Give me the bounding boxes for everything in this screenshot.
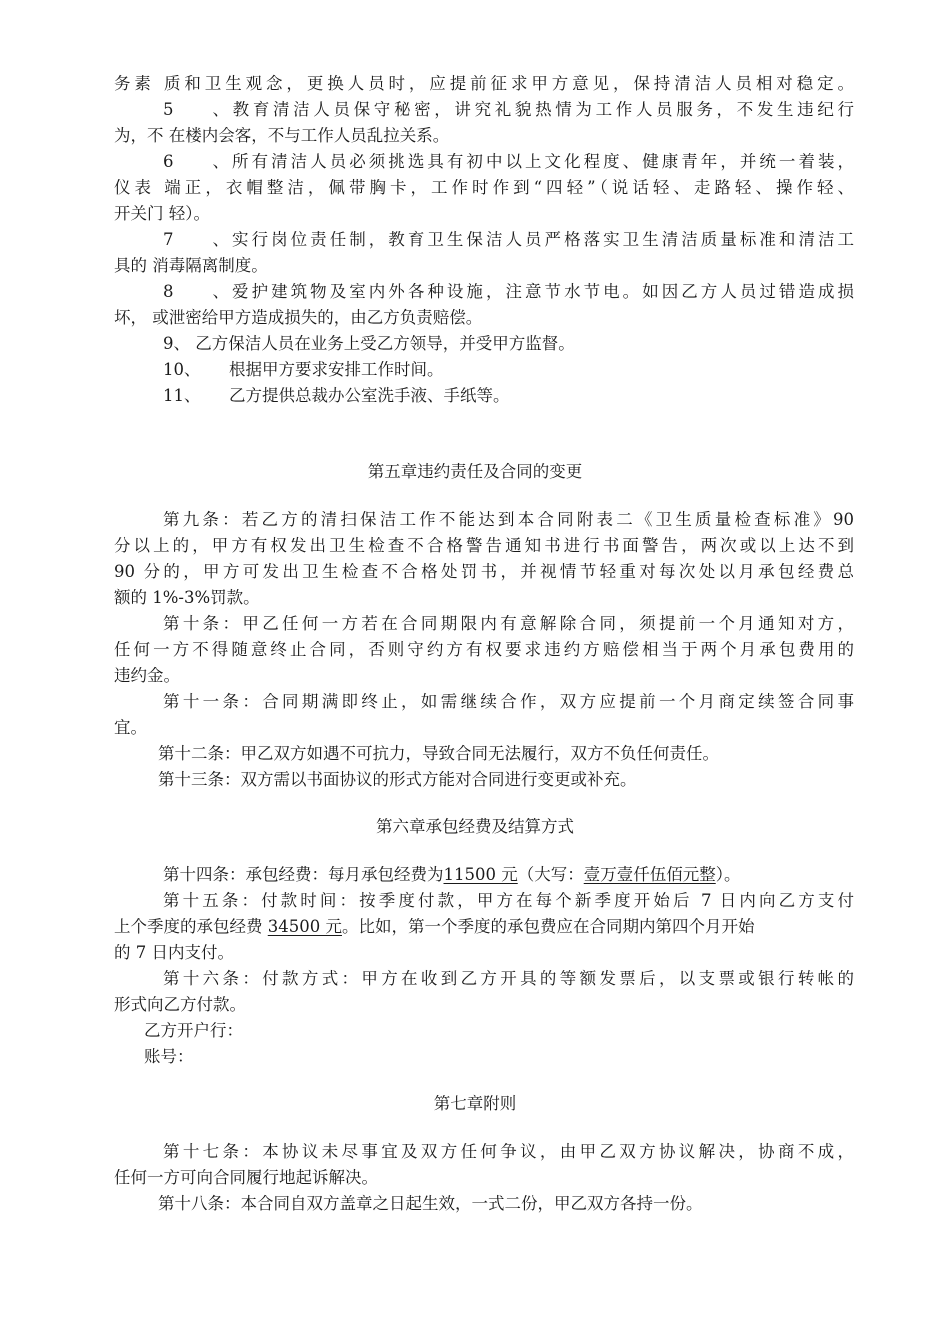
list-item-11: [163, 383, 854, 409]
article-18: 第十八条：本合同自双方盖章之日起生效，一式二份，甲乙双方各持一份。: [158, 1194, 703, 1213]
article-11: 第十一条：合同期满即终止，如需继续合作，双方应提前一个月商定续签合同事: [163, 692, 854, 711]
item-text: 教育清洁人员保守秘密，讲究礼貌热情为工作人员服务，不发生违纪行: [229, 100, 854, 119]
item-number: 7、: [163, 230, 229, 249]
item-text: 所有清洁人员必须挑选具有初中以上文化程度、健康青年，并统一着装，: [229, 152, 854, 171]
article-15: 第十五条：付款时间：按季度付款，甲方在每个新季度开始后 7 日内向乙方支付: [163, 891, 854, 910]
chapter-6-heading: 第六章承包经费及结算方式: [376, 817, 574, 836]
chapter-5-heading: 第五章违约责任及合同的变更: [367, 462, 583, 481]
paragraph-line: 额的 1%-3%罚款。: [114, 588, 260, 607]
list-item-10: [163, 357, 854, 383]
list-item-7: [163, 227, 854, 253]
article-13: 第十三条：双方需以书面协议的形式方能对合同进行变更或补充。: [158, 770, 637, 789]
item-number: 10、: [163, 360, 201, 379]
list-item-8: [163, 279, 854, 305]
article-12: 第十二条：甲乙双方如遇不可抗力，导致合同无法履行，双方不负任何责任。: [158, 744, 719, 763]
article-text: （大写：: [517, 865, 584, 884]
item-text: 根据甲方要求安排工作时间。: [229, 360, 444, 379]
paragraph-line: 分以上的，甲方有权发出卫生检查不合格警告通知书进行书面警告，两次或以上达不到: [114, 536, 854, 555]
quarterly-fee-amount: 34500 元: [267, 917, 342, 936]
article-9: 第九条：若乙方的清扫保洁工作不能达到本合同附表二《卫生质量检查标准》90: [163, 510, 854, 529]
article-text: 。比如，第一个季度的承包费应在合同期内第四个月开始: [341, 917, 755, 936]
article-text: 第十四条：承包经费：每月承包经费为: [163, 865, 444, 884]
list-item-5: [163, 97, 854, 123]
article-16: 第十六条：付款方式：甲方在收到乙方开具的等额发票后，以支票或银行转帐的: [163, 969, 854, 988]
item-number: 8、: [163, 282, 229, 301]
article-10: 第十条：甲乙任何一方若在合同期限内有意解除合同，须提前一个月通知对方，: [163, 614, 854, 633]
paragraph-line: 为，不 在楼内会客，不与工作人员乱拉关系。: [114, 126, 450, 145]
item-text: 爱护建筑物及室内外各种设施，注意节水节电。如因乙方人员过错造成损: [229, 282, 854, 301]
paragraph-line: 形式向乙方付款。: [114, 995, 246, 1014]
paragraph-line: [114, 914, 854, 940]
paragraph-line: 具的 消毒隔离制度。: [114, 256, 268, 275]
fee-in-words: 壹万壹仟伍佰元整: [583, 865, 716, 884]
item-number: 11、: [163, 386, 201, 405]
paragraph-line: 宜。: [114, 718, 147, 737]
article-text: 上个季度的承包经费: [114, 917, 268, 936]
chapter-7-heading: 第七章附则: [433, 1094, 517, 1113]
article-text: ）。: [715, 865, 741, 884]
article-14: [163, 862, 854, 888]
bank-label: 乙方开户行：: [144, 1021, 243, 1040]
list-item-9: 9、 乙方保洁人员在业务上受乙方领导，并受甲方监督。: [163, 334, 575, 353]
paragraph-line: 违约金。: [114, 666, 180, 685]
paragraph-line: 务素 质和卫生观念，更换人员时，应提前征求甲方意见，保持清洁人员相对稳定。: [114, 74, 854, 93]
paragraph-line: 的 7 日内支付。: [114, 943, 234, 962]
article-17: 第十七条：本协议未尽事宜及双方任何争议，由甲乙双方协议解决，协商不成，: [163, 1142, 854, 1161]
paragraph-line: 任何一方可向合同履行地起诉解决。: [114, 1168, 378, 1187]
account-label: 账号：: [144, 1047, 194, 1066]
monthly-fee-amount: 11500 元: [443, 865, 518, 884]
item-text: 乙方提供总裁办公室洗手液、手纸等。: [229, 386, 510, 405]
paragraph-line: 任何一方不得随意终止合同，否则守约方有权要求违约方赔偿相当于两个月承包费用的: [114, 640, 854, 659]
paragraph-line: 90 分的，甲方可发出卫生检查不合格处罚书，并视情节轻重对每次处以月承包经费总: [114, 562, 854, 581]
item-text: 实行岗位责任制，教育卫生保洁人员严格落实卫生清洁质量标准和清洁工: [229, 230, 854, 249]
paragraph-line: 开关门 轻）。: [114, 204, 210, 223]
item-number: 6、: [163, 152, 229, 171]
list-item-6: [163, 149, 854, 175]
paragraph-line: 坏， 或泄密给甲方造成损失的，由乙方负责赔偿。: [114, 308, 483, 327]
item-number: 5、: [163, 100, 229, 119]
paragraph-line: 仪表 端正，衣帽整洁，佩带胸卡，工作时作到“四轻”（说话轻、走路轻、操作轻、: [114, 178, 854, 197]
